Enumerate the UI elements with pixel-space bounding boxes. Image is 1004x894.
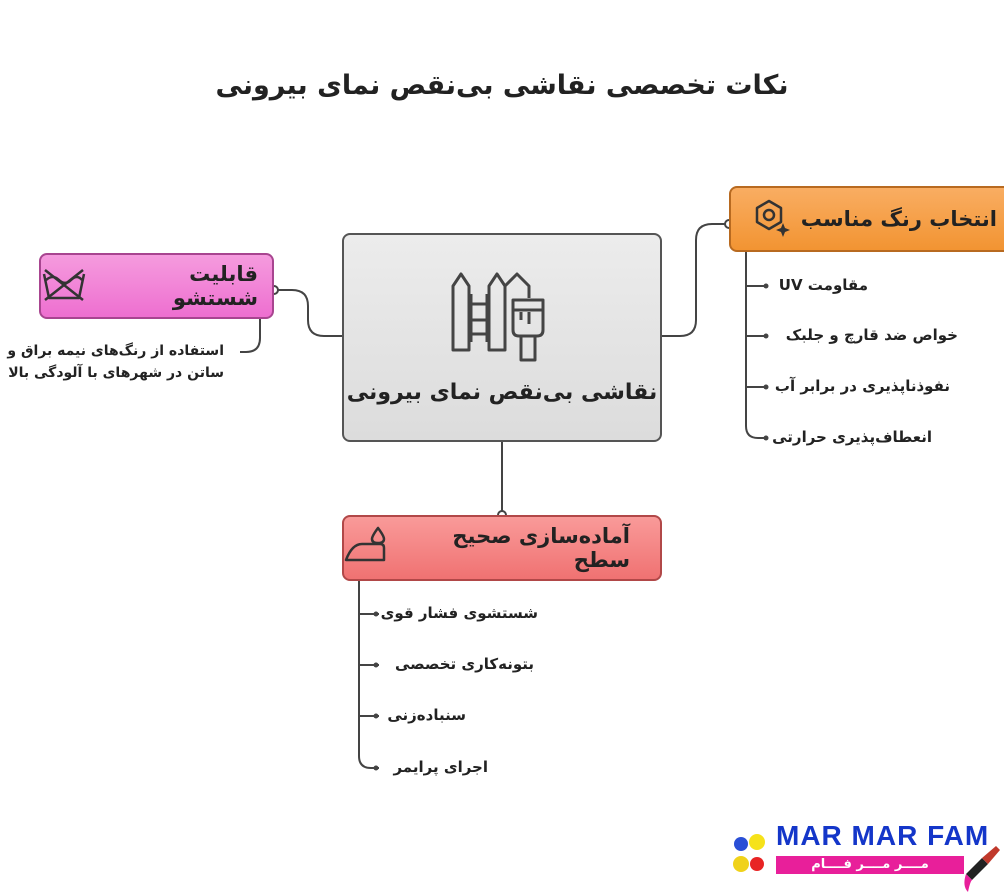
diagram-title: نکات تخصصی نقاشی بی‌نقص نمای بیرونی xyxy=(215,70,789,101)
marmarfam-logo xyxy=(732,822,1002,894)
fence-paintbrush-icon xyxy=(447,270,557,366)
logo-band: مــــر مــــر فــــام xyxy=(776,856,964,874)
center-label: نقاشی بی‌نقص نمای بیرونی xyxy=(346,380,658,405)
logo-dots-icon xyxy=(732,830,768,878)
prep-item-3: سنباده‌زنی xyxy=(387,706,466,724)
branch-washable-node[interactable] xyxy=(39,253,274,319)
branch-washable-label: قابلیت شستشو xyxy=(172,262,258,310)
prep-item-2: بتونه‌کاری تخصصی xyxy=(394,655,534,673)
washable-note: استفاده از رنگ‌های نیمه براق و ساتن در شهرهای با آلودگی بالا xyxy=(7,343,224,381)
branch-color-label: انتخاب رنگ مناسب xyxy=(800,207,997,231)
color-item-2: خواص ضد قارچ و جلبک xyxy=(785,326,958,344)
color-item-1: مقاومت UV xyxy=(778,276,868,294)
logo-text: MAR MAR FAM xyxy=(776,820,990,851)
color-item-4: انعطاف‌پذیری حرارتی xyxy=(772,428,932,446)
branch-prep-label: آماده‌سازی صحیح سطح xyxy=(452,524,630,572)
iron-drop-icon xyxy=(344,526,388,570)
color-item-3: نفوذناپذیری در برابر آب xyxy=(774,377,950,395)
branch-prep-node[interactable] xyxy=(342,515,662,581)
branch-color-node[interactable] xyxy=(729,186,1004,252)
prep-item-4: اجرای پرایمر xyxy=(393,758,488,776)
paint-brush-icon xyxy=(962,846,1002,894)
no-wash-icon xyxy=(41,266,87,306)
center-node[interactable] xyxy=(342,233,662,442)
hexagon-sparkle-icon xyxy=(751,197,791,241)
prep-item-1: شستشوی فشار قوی xyxy=(380,604,538,622)
